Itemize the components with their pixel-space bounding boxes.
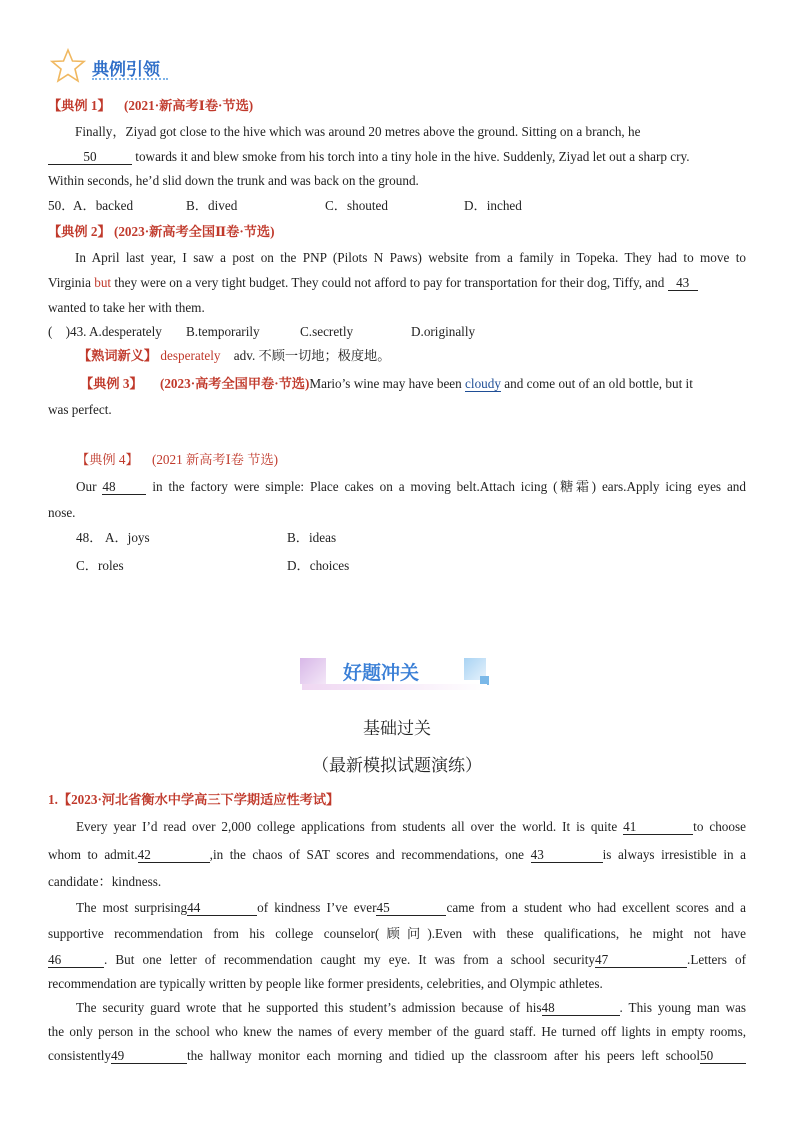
option-d[interactable]: D.originally (411, 324, 476, 339)
q1-p1-line-2 (48, 845, 746, 865)
example-source: (2021·新高考Ⅰ卷·节选) (123, 98, 254, 113)
example-4-header (76, 450, 774, 470)
passage-text: in the factory were simple: Place cakes on a moving belt.Attach icing (糖霜) ears.Apply icing eyes and (152, 479, 746, 494)
passage-text: towards it and blew smoke from his torch into a tiny hole in the hive. Suddenly, Ziyad let out a sharp cry. (135, 149, 690, 164)
q1-p2-line-4 (48, 974, 746, 994)
example-4-line-2 (48, 503, 746, 523)
question-prefix: ( )43. (48, 324, 87, 339)
q1-p1-line-3 (48, 872, 746, 892)
option-d[interactable]: D．choices (287, 558, 350, 573)
passage-text: candidate：kindness. (48, 874, 162, 889)
underlined-word-cloudy: cloudy (465, 376, 501, 391)
passage-text: wanted to take her with them. (48, 300, 205, 315)
passage-text: . This young man was (619, 1000, 746, 1015)
example-source: (2021 新高考Ⅰ卷 节选) (151, 452, 279, 467)
passage-text: to choose (693, 819, 746, 834)
question-1-header (48, 790, 746, 810)
answer-blank-50: 50 (48, 149, 132, 165)
passage-text: The most surprising (76, 900, 188, 915)
passage-text: Mario’s wine may have been (309, 376, 462, 391)
passage-text: ,in the chaos of SAT scores and recommendations, one (209, 847, 525, 862)
vocab-word: desperately (160, 348, 221, 363)
passage-text: consistently (48, 1048, 112, 1063)
passage-text: recommendation are typically written by people like former presidents, celebrities, and Olympic athletes. (48, 976, 603, 991)
option-a[interactable]: A．backed (73, 198, 134, 213)
example-tag: 【典例 2】 (48, 224, 111, 239)
answer-blank-49: 49 (111, 1048, 187, 1064)
option-c[interactable]: C.secretly (300, 324, 354, 339)
section-2-title: 好题冲关 (343, 662, 420, 684)
q1-p2-line-2 (48, 924, 746, 944)
question-number: 50． (48, 198, 75, 213)
option-d[interactable]: D．inched (464, 198, 522, 213)
passage-text: came from a student who had excellent scores and a (446, 900, 746, 915)
answer-blank-46: 46 (48, 952, 104, 968)
answer-blank-44: 44 (187, 900, 257, 916)
q1-p3-line-3 (48, 1046, 746, 1066)
passage-text: and come out of an old bottle, but it (504, 376, 693, 391)
example-2-options (48, 322, 746, 342)
example-1-line-3 (48, 171, 746, 191)
example-1-header (48, 96, 746, 116)
highlighted-word: but (94, 275, 112, 290)
option-b[interactable]: B．dived (186, 198, 238, 213)
passage-text: Within seconds, he’d slid down the trunk and was back on the ground. (48, 173, 419, 188)
passage-text: was perfect. (48, 402, 112, 417)
passage-text: they were on a very tight budget. They could not afford to pay for transportation for their dog, Tiffy, and (114, 275, 665, 290)
example-3-line-2 (48, 400, 746, 420)
passage-text: .Letters of (687, 952, 746, 967)
option-a[interactable]: A．joys (104, 530, 150, 545)
option-b[interactable]: B.temporarily (186, 324, 260, 339)
star-icon (50, 48, 86, 84)
q1-p3-line-2 (48, 1022, 746, 1042)
title-underline (92, 78, 168, 80)
passage-text: nose. (48, 505, 76, 520)
example-source: (2023·新高考全国Ⅱ卷·节选) (113, 224, 275, 239)
section-title-banner (50, 48, 180, 84)
example-2-line-3 (48, 298, 746, 318)
answer-blank-41: 41 (623, 819, 693, 835)
example-4-options-row-2 (76, 556, 774, 576)
example-2-line-2 (48, 273, 746, 293)
example-3-line-1 (80, 374, 746, 394)
example-tag: 【典例 1】 (48, 98, 111, 113)
example-1-line-2 (48, 147, 746, 167)
example-1-options (48, 196, 746, 216)
example-tag: 【典例 3】 (80, 376, 143, 391)
example-1-line-1 (75, 122, 746, 142)
section-title: 典例引领 (92, 60, 160, 80)
option-a[interactable]: A.desperately (89, 324, 162, 339)
option-c[interactable]: C．roles (76, 558, 124, 573)
q1-p3-line-1 (76, 998, 746, 1018)
passage-text: the only person in the school who knew the names of every member of the guard staff. He turned off lights in empty rooms, (48, 1024, 746, 1039)
question-number: 48． (76, 530, 103, 545)
option-c[interactable]: C．shouted (325, 198, 389, 213)
question-header: 1.【2023·河北省衡水中学高三下学期适应性考试】 (48, 792, 340, 807)
passage-text: the hallway monitor each morning and tidied up the classroom after his peers left school (187, 1048, 700, 1063)
passage-text: Virginia (48, 275, 91, 290)
example-tag: 【典例 4】 (76, 452, 139, 467)
passage-text: Our (76, 479, 97, 494)
answer-blank-47: 47 (595, 952, 687, 968)
answer-blank-48: 48 (102, 479, 146, 495)
passage-text: . But one letter of recommendation caught my eye. It was from a school security (104, 952, 596, 967)
passage-text: whom to admit. (48, 847, 138, 862)
example-source: (2023·高考全国甲卷·节选) (159, 376, 310, 391)
answer-blank-48: 48 (542, 1000, 620, 1016)
vocab-tag: 【熟词新义】 (78, 348, 158, 363)
passage-text: Every year I’d read over 2,000 college applications from students all over the world. It is quite (76, 819, 618, 834)
section-2-banner (300, 654, 494, 694)
answer-blank-43: 43 (531, 847, 603, 863)
passage-text: Finally，Ziyad got close to the hive which was around 20 metres above the ground. Sitting on a branch, he (75, 124, 641, 139)
answer-blank-42: 42 (138, 847, 210, 863)
section-2-subtitle: 基础过关 (363, 719, 431, 739)
vocab-definition: adv. 不顾一切地；极度地。 (233, 348, 391, 363)
passage-text: of kindness I’ve ever (257, 900, 377, 915)
passage-text: The security guard wrote that he supported this student’s admission because of his (76, 1000, 542, 1015)
example-2-header (48, 222, 746, 242)
passage-text: supportive recommendation from his college counselor(顾问).Even with these qualifications, he might not have (48, 926, 746, 941)
q1-p2-line-3 (48, 950, 746, 970)
q1-p1-line-1 (76, 817, 746, 837)
example-2-line-1 (75, 248, 746, 268)
example-2-vocab-note (78, 346, 776, 366)
passage-text: is always irresistible in a (602, 847, 746, 862)
q1-p2-line-1 (76, 898, 746, 918)
passage-text: In April last year, I saw a post on the PNP (Pilots N Paws) website from a family in Topeka. They had to move to (75, 250, 746, 265)
banner-decoration-left (300, 658, 326, 684)
example-4-line-1 (76, 477, 746, 497)
section-2-subtitle-2: （最新模拟试题演练） (312, 756, 482, 776)
answer-blank-45: 45 (376, 900, 446, 916)
option-b[interactable]: B．ideas (287, 530, 337, 545)
answer-blank-43: 43 (668, 275, 698, 291)
example-4-options-row-1 (76, 528, 774, 548)
answer-blank-50: 50 (700, 1048, 746, 1064)
